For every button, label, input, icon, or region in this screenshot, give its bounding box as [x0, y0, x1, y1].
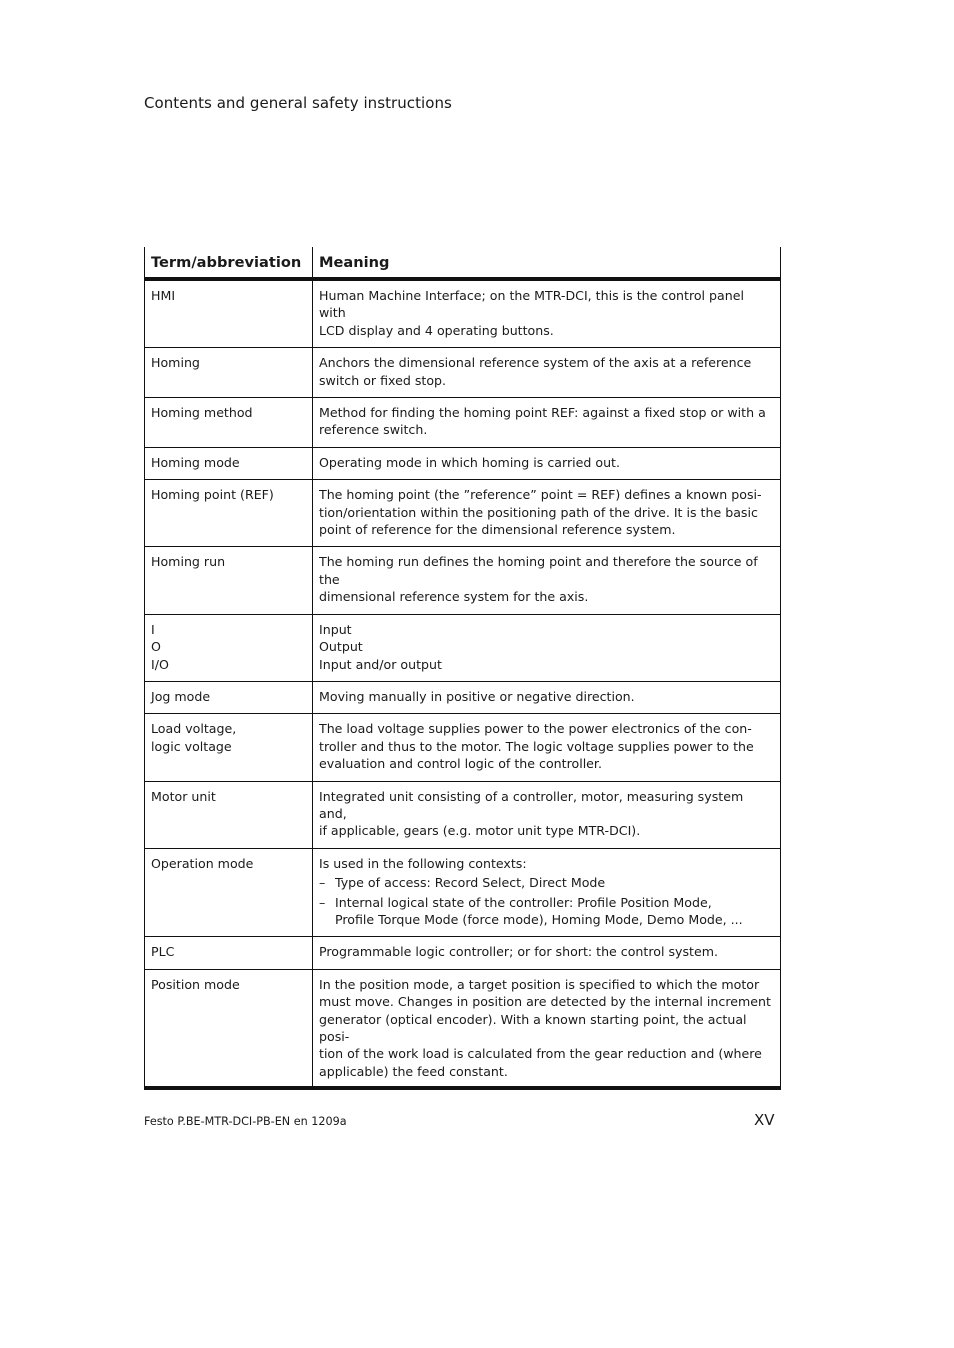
term-text: HMI — [151, 288, 176, 303]
term-text: Homing mode — [151, 454, 240, 470]
term-cell — [145, 480, 313, 547]
term-text: Homing run — [151, 554, 226, 570]
term-cell — [145, 848, 313, 937]
meaning-text: point of reference for the dimensional reference system. — [319, 522, 676, 538]
term-cell — [145, 547, 313, 614]
term-text: Jog mode — [151, 688, 211, 704]
meaning-text: Human Machine Interface; on the MTR-DCI, this is the control panel with — [319, 288, 745, 321]
meaning-text: if applicable, gears (e.g. motor unit type MTR-DCI). — [319, 823, 641, 839]
term-cell — [145, 714, 313, 781]
table-body — [145, 279, 781, 1088]
table-row — [145, 447, 781, 479]
table-row — [145, 480, 781, 547]
meaning-text: dimensional reference system for the axis. — [319, 589, 589, 605]
meaning-text: The homing point (the ”reference” point = REF) defines a known posi- — [319, 487, 762, 503]
running-head: Contents and general safety instructions — [144, 94, 452, 112]
table-row — [145, 848, 781, 937]
meaning-text: Anchors the dimensional reference system of the axis at a reference — [319, 355, 752, 371]
glossary-table — [144, 247, 781, 1090]
table-row — [145, 781, 781, 848]
term-text: Operation mode — [151, 855, 254, 871]
meaning-cell — [313, 398, 781, 448]
meaning-text: reference switch. — [319, 422, 428, 438]
bullet-item — [319, 894, 774, 929]
meaning-cell — [313, 614, 781, 681]
term-text: Homing method — [151, 405, 253, 421]
term-cell — [145, 348, 313, 398]
term-cell — [145, 279, 313, 348]
meaning-text: applicable) the feed constant. — [319, 1063, 508, 1079]
meaning-text: Moving manually in positive or negative direction. — [319, 688, 635, 704]
meaning-text: The load voltage supplies power to the power electronics of the con- — [319, 721, 752, 737]
term-cell — [145, 937, 313, 969]
term-cell — [145, 447, 313, 479]
meaning-text: Is used in the following contexts: — [319, 855, 527, 871]
term-text: Load voltage, — [151, 721, 237, 737]
meaning-cell — [313, 937, 781, 969]
meaning-cell — [313, 480, 781, 547]
table-row — [145, 614, 781, 681]
meaning-text: switch or fixed stop. — [319, 372, 447, 388]
dash-bullet-icon: – — [319, 894, 326, 910]
meaning-cell — [313, 781, 781, 848]
meaning-text: LCD display and 4 operating buttons. — [319, 322, 554, 338]
table-row — [145, 714, 781, 781]
table-header-row — [145, 247, 781, 279]
bullet-item — [319, 874, 774, 891]
column-header-meaning: Meaning — [313, 247, 781, 279]
bullet-text: Profile Torque Mode (force mode), Homing Mode, Demo Mode, ... — [335, 911, 743, 927]
meaning-cell — [313, 547, 781, 614]
term-text: Homing — [151, 355, 200, 371]
meaning-text: tion/orientation within the positioning path of the drive. It is the basic — [319, 504, 758, 520]
term-text: Position mode — [151, 976, 240, 992]
meaning-text: Method for finding the homing point REF: against a fixed stop or with a — [319, 405, 766, 421]
meaning-cell — [313, 848, 781, 937]
bullet-text: Internal logical state of the controller: Profile Position Mode, — [335, 894, 712, 910]
footer-document-id: Festo P.BE-MTR-DCI-PB-EN en 1209a — [144, 1115, 347, 1128]
meaning-cell — [313, 348, 781, 398]
term-cell — [145, 398, 313, 448]
term-text: logic voltage — [151, 738, 232, 754]
term-text: Homing point (REF) — [151, 487, 274, 503]
term-text: Motor unit — [151, 788, 216, 804]
term-text: O — [151, 639, 161, 655]
meaning-cell — [313, 681, 781, 713]
dash-bullet-icon: – — [319, 875, 326, 891]
term-text: I/O — [151, 656, 169, 672]
meaning-text: Input — [319, 621, 352, 637]
meaning-text: Input and/or output — [319, 656, 442, 672]
table-row — [145, 398, 781, 448]
term-cell — [145, 969, 313, 1088]
meaning-text: Programmable logic controller; or for short: the control system. — [319, 944, 718, 960]
term-cell — [145, 781, 313, 848]
meaning-text: Output — [319, 639, 363, 655]
meaning-text: The homing run defines the homing point and therefore the source of the — [319, 554, 758, 587]
meaning-text: Operating mode in which homing is carried out. — [319, 454, 621, 470]
bullet-text: Type of access: Record Select, Direct Mode — [335, 875, 606, 891]
table-row — [145, 547, 781, 614]
meaning-text: troller and thus to the motor. The logic voltage supplies power to the — [319, 738, 754, 754]
term-text: PLC — [151, 944, 175, 960]
meaning-text: tion of the work load is calculated from the gear reduction and (where — [319, 1046, 762, 1062]
table-row — [145, 681, 781, 713]
meaning-cell — [313, 279, 781, 348]
meaning-text: must move. Changes in position are detected by the internal increment — [319, 994, 771, 1010]
meaning-text: evaluation and control logic of the controller. — [319, 756, 602, 772]
column-header-term: Term/abbreviation — [145, 247, 313, 279]
table-row — [145, 969, 781, 1088]
table-row — [145, 279, 781, 348]
page-number: XV — [754, 1111, 775, 1129]
table-row — [145, 937, 781, 969]
meaning-cell — [313, 447, 781, 479]
term-cell — [145, 681, 313, 713]
table-row — [145, 348, 781, 398]
term-cell — [145, 614, 313, 681]
meaning-cell — [313, 714, 781, 781]
meaning-text: generator (optical encoder). With a known starting point, the actual posi- — [319, 1011, 747, 1044]
term-text: I — [151, 621, 155, 637]
meaning-cell — [313, 969, 781, 1088]
glossary-table-container — [144, 247, 780, 1090]
meaning-text: In the position mode, a target position is specified to which the motor — [319, 976, 760, 992]
meaning-text: Integrated unit consisting of a controller, motor, measuring system and, — [319, 788, 744, 821]
